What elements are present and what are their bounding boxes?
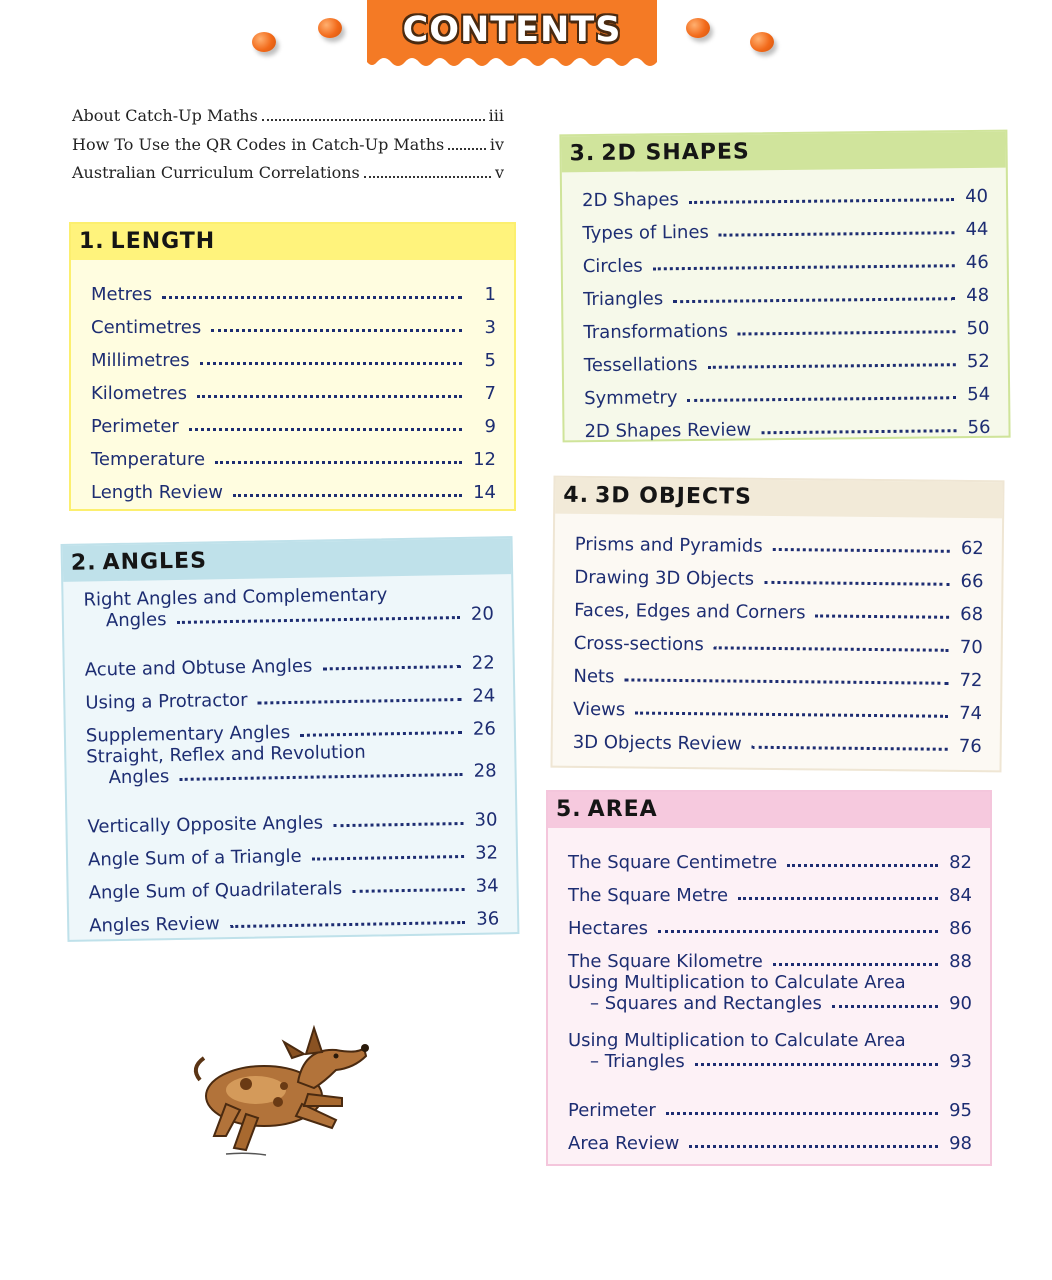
toc-entry-page: 68: [960, 603, 984, 626]
intro-item-label: Australian Curriculum Correlations: [72, 163, 360, 182]
toc-entry-page: 86: [949, 918, 972, 939]
dot-leader: [448, 148, 486, 150]
toc-entry[interactable]: [568, 873, 972, 906]
dot-leader: [787, 864, 938, 867]
toc-entry-label: Area Review: [568, 1133, 680, 1154]
toc-entry-label: Prisms and Pyramids: [574, 533, 763, 557]
toc-entry[interactable]: [575, 522, 984, 559]
toc-entry-page: 48: [966, 284, 990, 307]
toc-entry[interactable]: [568, 840, 972, 873]
toc-entry-label: Views: [572, 698, 626, 721]
section-number: 2.: [70, 550, 97, 576]
dot-leader: [752, 746, 948, 751]
toc-entry[interactable]: [91, 272, 496, 305]
dot-leader: [200, 362, 462, 365]
toc-entry-label: 3D Objects Review: [572, 731, 742, 755]
dot-leader: [708, 363, 956, 369]
intro-item-label: How To Use the QR Codes in Catch-Up Maths: [72, 134, 445, 154]
toc-entry-label-continued: Angles: [105, 609, 167, 632]
dot-leader: [197, 395, 462, 398]
intro-item[interactable]: [72, 135, 504, 164]
toc-entry-label: Temperature: [91, 449, 206, 470]
dot-leader: [761, 429, 956, 434]
toc-entry-page: 56: [967, 416, 991, 439]
toc-entry-label: Nets: [573, 665, 615, 688]
toc-entry-page: 14: [473, 482, 496, 503]
intro-item[interactable]: [72, 106, 504, 135]
toc-entry-label: Tessellations: [583, 353, 698, 377]
toc-entry-label: Straight, Reflex and Revolution: [86, 741, 366, 768]
dot-leader: [719, 231, 955, 236]
toc-entry-label: Hectares: [568, 918, 649, 939]
toc-entry-page: 52: [966, 350, 990, 373]
toc-entry-label: Perimeter: [568, 1100, 656, 1121]
toc-entry-label: Symmetry: [584, 387, 678, 410]
intro-list: [72, 106, 504, 192]
dot-leader: [666, 1112, 938, 1115]
toc-entry-page: 26: [472, 718, 497, 740]
toc-entry[interactable]: [583, 240, 989, 277]
toc-entry-page: 66: [960, 570, 984, 593]
toc-entry-page: 70: [959, 636, 983, 659]
section-number: 3.: [569, 140, 596, 167]
toc-entry[interactable]: [568, 1088, 972, 1121]
section-title: ANGLES: [102, 548, 208, 576]
toc-entry-page: 95: [949, 1100, 972, 1121]
toc-entry-page: 46: [965, 251, 989, 274]
toc-entry[interactable]: [573, 654, 982, 691]
toc-entry-page: 12: [473, 449, 496, 470]
dot-leader: [658, 930, 938, 933]
toc-entry[interactable]: [584, 405, 990, 442]
toc-entry-label: Millimetres: [91, 350, 190, 371]
section-title: 2D SHAPES: [601, 139, 750, 166]
toc-entry[interactable]: [91, 338, 496, 371]
dot-leader: [189, 428, 462, 431]
toc-entry-page: 88: [949, 951, 972, 972]
toc-entry-page: 34: [475, 875, 499, 897]
dot-leader: [689, 198, 954, 204]
intro-item-page: iv: [489, 134, 504, 154]
toc-entry-label: Triangles: [583, 288, 664, 311]
toc-entry-page: 22: [471, 652, 495, 674]
intro-item-label: About Catch-Up Maths: [72, 106, 258, 125]
toc-entry-label: 2D Shapes Review: [584, 419, 752, 443]
orange-dot-decoration: [252, 32, 276, 52]
toc-entry[interactable]: [91, 305, 496, 338]
dot-leader: [230, 921, 465, 928]
toc-entry[interactable]: [574, 555, 983, 592]
dot-leader: [816, 614, 950, 618]
toc-entry-label: Transformations: [583, 320, 729, 344]
toc-entry-page: 62: [960, 537, 984, 560]
orange-dot-decoration: [318, 18, 342, 38]
toc-entry-page: 93: [949, 1051, 972, 1072]
toc-entry[interactable]: [583, 273, 989, 310]
toc-entry-label: Using a Protractor: [85, 689, 248, 714]
toc-entry-page: 20: [470, 603, 495, 625]
page-title: CONTENTS: [402, 10, 622, 50]
toc-entry-label: Angles Review: [89, 913, 220, 937]
toc-entry-page: 44: [965, 218, 989, 241]
toc-entry-label: Length Review: [91, 482, 224, 503]
toc-entry-label-continued: – Triangles: [590, 1051, 685, 1072]
toc-entry-label: The Square Metre: [568, 885, 729, 906]
dot-leader: [162, 296, 462, 299]
toc-entry-page: 82: [949, 852, 972, 873]
toc-entry-page: 74: [959, 702, 983, 725]
toc-entry[interactable]: [573, 687, 982, 724]
toc-entry-page: 28: [473, 760, 497, 782]
dot-leader: [333, 822, 463, 827]
toc-entry-label: Centimetres: [91, 317, 202, 338]
toc-entry-page: 3: [484, 317, 496, 338]
toc-entry-label: The Square Kilometre: [568, 951, 763, 972]
dot-leader: [832, 1005, 938, 1008]
toc-entry-page: 32: [474, 842, 499, 864]
dot-leader: [352, 888, 465, 893]
dot-leader: [714, 646, 949, 651]
toc-entry[interactable]: [568, 972, 972, 1030]
toc-entry-label: Vertically Opposite Angles: [87, 812, 324, 838]
toc-entry[interactable]: [91, 470, 496, 503]
toc-entry-label-continued: – Squares and Rectangles: [590, 993, 822, 1014]
orange-dot-decoration: [750, 32, 774, 52]
dot-leader: [624, 678, 948, 684]
section-number: 5.: [556, 797, 582, 822]
dot-leader: [233, 494, 462, 497]
dot-leader: [322, 665, 460, 670]
dot-leader: [258, 698, 462, 705]
toc-entry-label-continued: Angles: [108, 766, 170, 789]
dot-leader: [773, 963, 938, 966]
section-3d-objects: [550, 476, 1004, 773]
section-area: [546, 790, 992, 1166]
toc-entry[interactable]: [574, 588, 983, 625]
toc-entry-label: Acute and Obtuse Angles: [84, 655, 313, 681]
toc-entry-page: 50: [966, 317, 990, 340]
toc-entry[interactable]: [573, 720, 982, 757]
toc-entry-label: 2D Shapes: [581, 189, 679, 212]
toc-entry[interactable]: [584, 372, 990, 409]
section-angles: [61, 536, 520, 942]
toc-entry-label: Perimeter: [91, 416, 179, 437]
section-title: 3D OBJECTS: [594, 483, 753, 510]
toc-entry-label: The Square Centimetre: [568, 852, 778, 873]
toc-entry[interactable]: [568, 939, 972, 972]
dot-leader: [215, 461, 462, 464]
section-title: AREA: [587, 797, 658, 822]
orange-dot-decoration: [686, 18, 710, 38]
toc-entry-page: 9: [484, 416, 496, 437]
section-title: LENGTH: [110, 229, 216, 254]
toc-entry-label: Angle Sum of Quadrilaterals: [88, 878, 343, 904]
toc-entry-page: 76: [958, 735, 982, 758]
toc-entry-page: 7: [484, 383, 496, 404]
toc-entry-label: Circles: [582, 255, 643, 278]
toc-entry-page: 90: [949, 993, 972, 1014]
toc-entry[interactable]: [83, 582, 494, 647]
toc-entry-label: Types of Lines: [582, 221, 709, 245]
toc-entry-page: 1: [484, 284, 496, 305]
dot-leader: [773, 548, 950, 553]
dot-leader: [211, 329, 462, 332]
running-dog-illustration: [186, 1024, 376, 1164]
toc-entry[interactable]: [91, 371, 496, 404]
toc-entry-label: Metres: [91, 284, 153, 305]
toc-entry[interactable]: [91, 404, 496, 437]
toc-entry-label: Kilometres: [91, 383, 187, 404]
contents-banner: [367, 0, 657, 72]
toc-entry[interactable]: [584, 339, 990, 376]
toc-entry-label: Angle Sum of a Triangle: [87, 845, 302, 871]
dot-leader: [673, 297, 955, 303]
dot-leader: [364, 176, 491, 178]
toc-entry-page: 40: [965, 185, 989, 208]
intro-item-page: iii: [488, 106, 504, 125]
section-length: [69, 222, 516, 511]
toc-entry-label: Cross-sections: [573, 632, 704, 656]
toc-entry-label: Drawing 3D Objects: [574, 566, 755, 590]
intro-item-page: v: [494, 163, 504, 182]
toc-entry-page: 84: [949, 885, 972, 906]
toc-entry-page: 30: [474, 809, 498, 831]
dot-leader: [635, 712, 948, 718]
section-number: 4.: [563, 482, 590, 509]
toc-entry-page: 5: [484, 350, 496, 371]
toc-entry[interactable]: [582, 174, 988, 211]
toc-entry[interactable]: [86, 739, 497, 804]
dot-leader: [177, 616, 460, 624]
toc-entry[interactable]: [583, 306, 989, 343]
toc-entry[interactable]: [568, 906, 972, 939]
toc-entry-page: 98: [949, 1133, 972, 1154]
toc-entry-page: 24: [472, 685, 496, 707]
toc-entry-label: Faces, Edges and Corners: [574, 599, 806, 624]
section-number: 1.: [79, 229, 105, 254]
dot-leader: [653, 264, 955, 270]
toc-entry[interactable]: [91, 437, 496, 470]
dot-leader: [688, 396, 957, 402]
dot-leader: [179, 773, 462, 781]
dot-leader: [262, 119, 485, 121]
toc-entry-page: 72: [959, 669, 983, 692]
toc-entry-label: Right Angles and Complementary: [83, 584, 388, 611]
dot-leader: [738, 897, 938, 900]
toc-entry[interactable]: [582, 207, 988, 244]
toc-entry-label: Supplementary Angles: [85, 721, 291, 747]
dot-leader: [695, 1063, 938, 1066]
toc-entry-page: 36: [476, 908, 500, 930]
dot-leader: [300, 731, 462, 737]
dot-leader: [312, 855, 464, 861]
toc-entry[interactable]: [574, 621, 983, 658]
dot-leader: [689, 1145, 938, 1148]
section-2d-shapes: [559, 130, 1010, 443]
toc-entry[interactable]: [568, 1121, 972, 1154]
toc-entry-label: Using Multiplication to Calculate Area: [568, 972, 906, 993]
dot-leader: [738, 330, 956, 335]
toc-entry-page: 54: [967, 383, 991, 406]
intro-item[interactable]: [72, 163, 504, 192]
toc-entry-label: Using Multiplication to Calculate Area: [568, 1030, 906, 1051]
dot-leader: [764, 581, 949, 586]
toc-entry[interactable]: [568, 1030, 972, 1088]
